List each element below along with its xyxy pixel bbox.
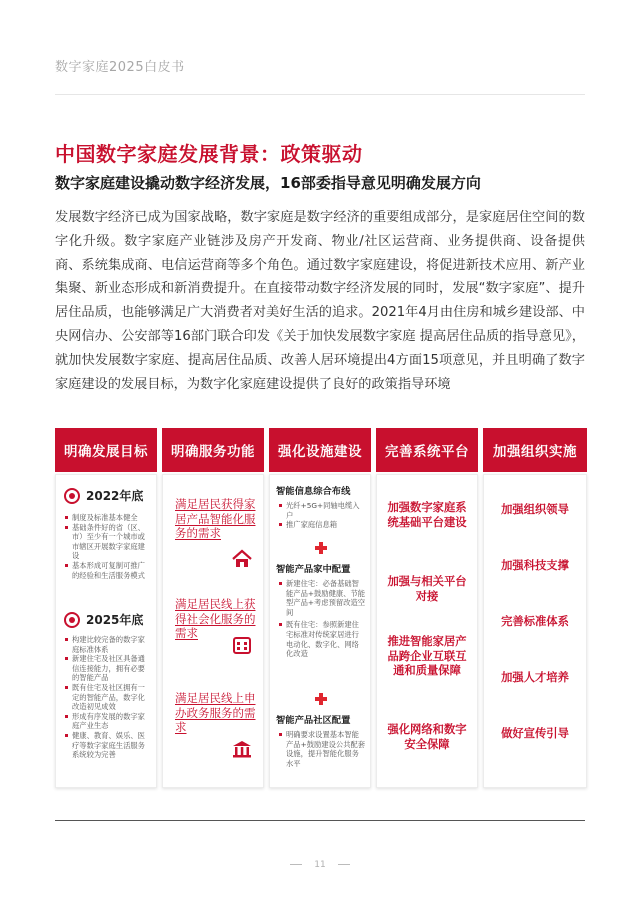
- facility-community-title: 智能产品社区配置: [276, 715, 351, 726]
- list-item: 光纤+5G+同轴电缆入户: [278, 501, 366, 520]
- list-item: 基础条件好的省（区、市）至少有一个城市或市辖区开展数字家庭建设: [64, 523, 152, 561]
- list-item: 明确要求设置基本智能产品+鼓励建设公共配套设施，提升智能化服务水平: [278, 730, 366, 768]
- section-subtitle: 数字家庭建设撬动数字经济发展，16部委指导意见明确发展方向: [55, 174, 481, 192]
- facility-home-title: 智能产品家中配置: [276, 564, 351, 575]
- platform-item: 加强数字家庭系统基础平台建设: [387, 501, 467, 529]
- column-body-services: [162, 474, 264, 788]
- list-item: 推广家庭信息箱: [278, 520, 366, 530]
- year-2022-row: [64, 487, 143, 504]
- column-body-organization: [483, 474, 587, 788]
- column-body-platform: [376, 474, 478, 788]
- column-header-organization: 加强组织实施: [483, 428, 587, 472]
- service-item-home: 满足居民获得家居产品智能化服务的需求: [175, 497, 256, 540]
- header-divider: [55, 94, 585, 95]
- list-item: 既有住宅及社区拥有一定的智能产品，数字化改造初见成效: [64, 683, 152, 712]
- facility-wiring-list: [278, 501, 366, 530]
- year-2022-label: 2022年底: [86, 489, 144, 503]
- target-icon: [64, 488, 80, 504]
- column-header-platform: 完善系统平台: [376, 428, 478, 472]
- facility-home-list: [278, 579, 366, 659]
- goals-2022-list: [64, 513, 152, 580]
- running-head: 数字家庭2025白皮书: [55, 60, 185, 75]
- home-icon: [231, 549, 253, 569]
- footer-divider: [55, 820, 585, 821]
- list-item: 制度及标准基本健全: [64, 513, 152, 523]
- body-paragraph: 发展数字经济已成为国家战略，数字家庭是数字经济的重要组成部分，是家庭居住空间的数字化升级。数字家庭产业链涉及房产开发商、物业/社区运营商、业务提供商、设备提供商、系统集成商、电信运营商等多个角色。通过数字家庭建设，将促进新技术应用、新产业集聚、新业态形成和新消费提升。在直接带动数字经济发展的同时，发展“数字家庭”、提升居住品质，也能够满足广大消费者对美好生活的追求。2021年4月由住房和城乡建设部、中央网信办、公安部等16部门联合印发《关于加快发展数字家庭 提高居住品质的指导意见》，就加快发展数字家庭、提高居住品质、改善人居环境提出4方面15项意见，并且明确了数字家庭建设的发展目标，为数字化家庭建设提供了良好的政策指导环境: [55, 210, 585, 392]
- column-header-facilities: 强化设施建设: [269, 428, 371, 472]
- plus-icon: [315, 693, 327, 705]
- column-goals: [55, 428, 157, 788]
- target-icon: [64, 612, 80, 628]
- list-item: 形成有序发展的数字家庭产业生态: [64, 712, 152, 731]
- platform-item: 加强与相关平台对接: [387, 575, 467, 603]
- list-item: 新建住宅：必备基础智能产品+鼓励健康、节能型产品+考虑预留改造空间: [278, 579, 366, 617]
- column-body-facilities: [269, 474, 371, 788]
- organization-item: 做好宣传引导: [501, 727, 569, 740]
- column-organization: [483, 428, 587, 788]
- government-icon: [231, 739, 253, 759]
- plus-icon: [315, 542, 327, 554]
- policy-grid: [55, 428, 587, 788]
- column-body-goals: [55, 474, 157, 788]
- column-facilities: [269, 428, 371, 788]
- list-item: 健康、教育、娱乐、医疗等数字家庭生活服务系统较为完善: [64, 731, 152, 760]
- year-2025-label: 2025年底: [86, 613, 144, 627]
- page-number-value: 11: [314, 860, 326, 870]
- page-number: [0, 860, 640, 870]
- facility-community-list: [278, 730, 366, 768]
- service-item-social: 满足居民线上获得社会化服务的需求: [175, 597, 256, 640]
- section-title: 中国数字家庭发展背景：政策驱动: [55, 142, 363, 166]
- column-platform: [376, 428, 478, 788]
- organization-item: 完善标准体系: [501, 615, 569, 628]
- column-services: [162, 428, 264, 788]
- platform-item: 强化网络和数字安全保障: [387, 723, 467, 751]
- list-item: 既有住宅：参照新建住宅标准对传统家居进行电动化、数字化、网络化改造: [278, 620, 366, 658]
- platform-item: 推进智能家居产品跨企业互联互通和质量保障: [387, 635, 467, 677]
- column-header-goals: 明确发展目标: [55, 428, 157, 472]
- service-item-government: 满足居民线上申办政务服务的需求: [175, 691, 256, 734]
- organization-item: 加强科技支撑: [501, 559, 569, 572]
- organization-item: 加强人才培养: [501, 671, 569, 684]
- list-item: 构建比较完备的数字家庭标准体系: [64, 635, 152, 654]
- facility-wiring-title: 智能信息综合布线: [276, 486, 351, 497]
- column-header-services: 明确服务功能: [162, 428, 264, 472]
- list-item: 新建住宅及社区具备通信连接能力，拥有必要的智能产品: [64, 654, 152, 683]
- organization-item: 加强组织领导: [501, 503, 569, 516]
- year-2025-row: [64, 611, 143, 628]
- list-item: 基本形成可复制可推广的经验和生活服务模式: [64, 561, 152, 580]
- shop-icon: [231, 635, 253, 655]
- goals-2025-list: [64, 635, 152, 760]
